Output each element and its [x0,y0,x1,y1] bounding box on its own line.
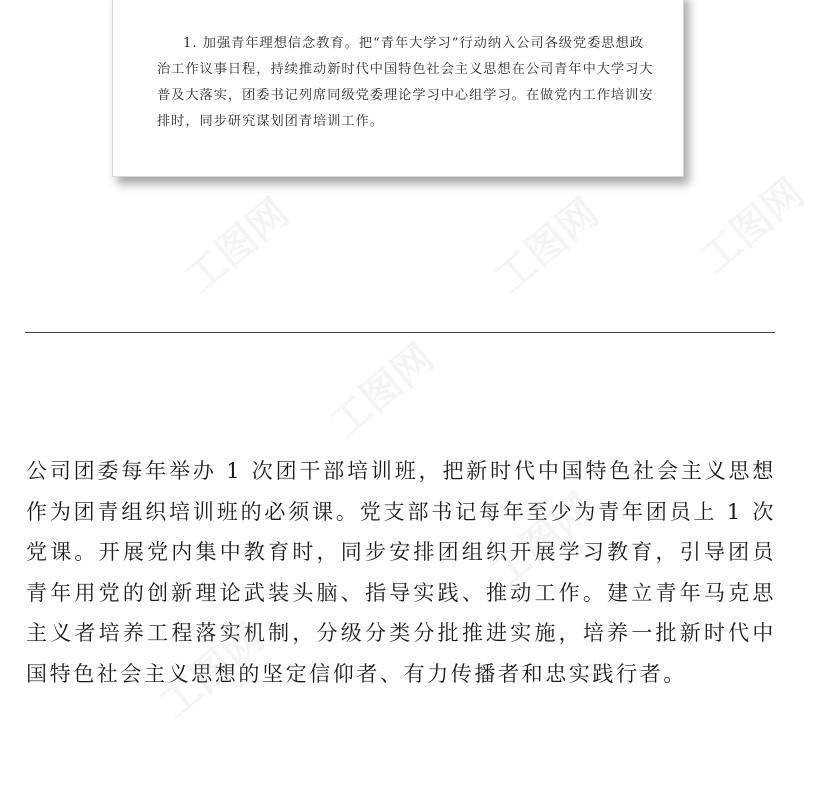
watermark: 工图网 [691,169,813,283]
body-paragraph: 公司团委每年举办 1 次团干部培训班，把新时代中国特色社会主义思想作为团青组织培训班的必须课。党支部书记每年至少为青年团员上 1 次党课。开展党内集中教育时，同步安排团组织开展学习教育，引导团员青年用党的创新理论武装头脑、指导实践、推动工作。建立青年马克思主义者培养工程落实机制，分级分类分批推进实施，培养一批新时代中国特色社会主义思想的坚定信仰者、有力传播者和忠实践行者。 [26,459,776,686]
card-paragraph: 1. 加强青年理想信念教育。把“青年大学习”行动纳入公司各级党委思想政治工作议事日程，持续推动新时代中国特色社会主义思想在公司青年中大学习大普及大落实，团委书记列席同级党委理论学习中心组学习。在做党内工作培训安排时，同步研究谋划团青培训工作。 [157,36,654,129]
section-divider [25,332,775,333]
watermark: 工图网 [321,334,443,448]
watermark: 工图网 [486,189,608,303]
watermark: 工图网 [176,189,298,303]
watermark: 工图网 [481,484,603,598]
watermark: 工图网 [151,614,273,728]
quote-card [112,0,684,177]
